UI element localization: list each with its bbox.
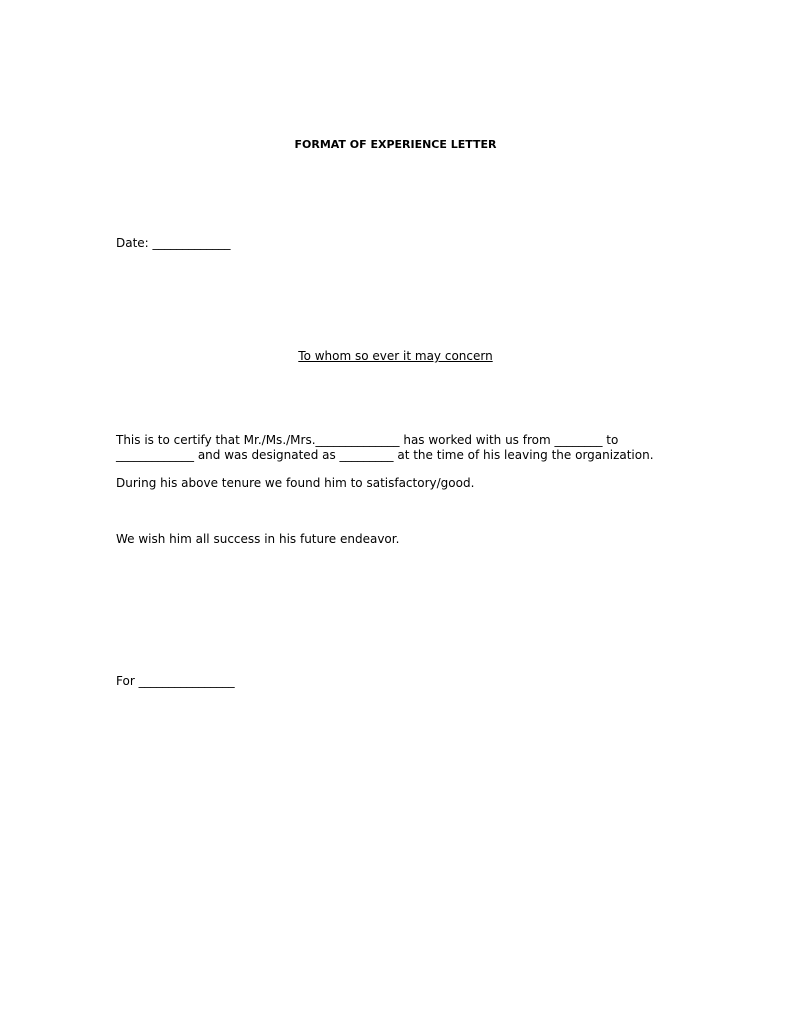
certify-line-2: _____________ and was designated as _________ at the time of his leaving the organization.: [116, 448, 654, 462]
certify-line-1: This is to certify that Mr./Ms./Mrs.______________ has worked with us from ________ to: [116, 433, 619, 447]
tenure-paragraph: During his above tenure we found him to satisfactory/good.: [116, 476, 475, 490]
salutation: To whom so ever it may concern: [298, 349, 493, 363]
signoff-line: For ________________: [116, 674, 235, 688]
document-title: FORMAT OF EXPERIENCE LETTER: [294, 138, 497, 151]
wishes-paragraph: We wish him all success in his future endeavor.: [116, 532, 400, 546]
date-line: Date: _____________: [116, 236, 231, 250]
